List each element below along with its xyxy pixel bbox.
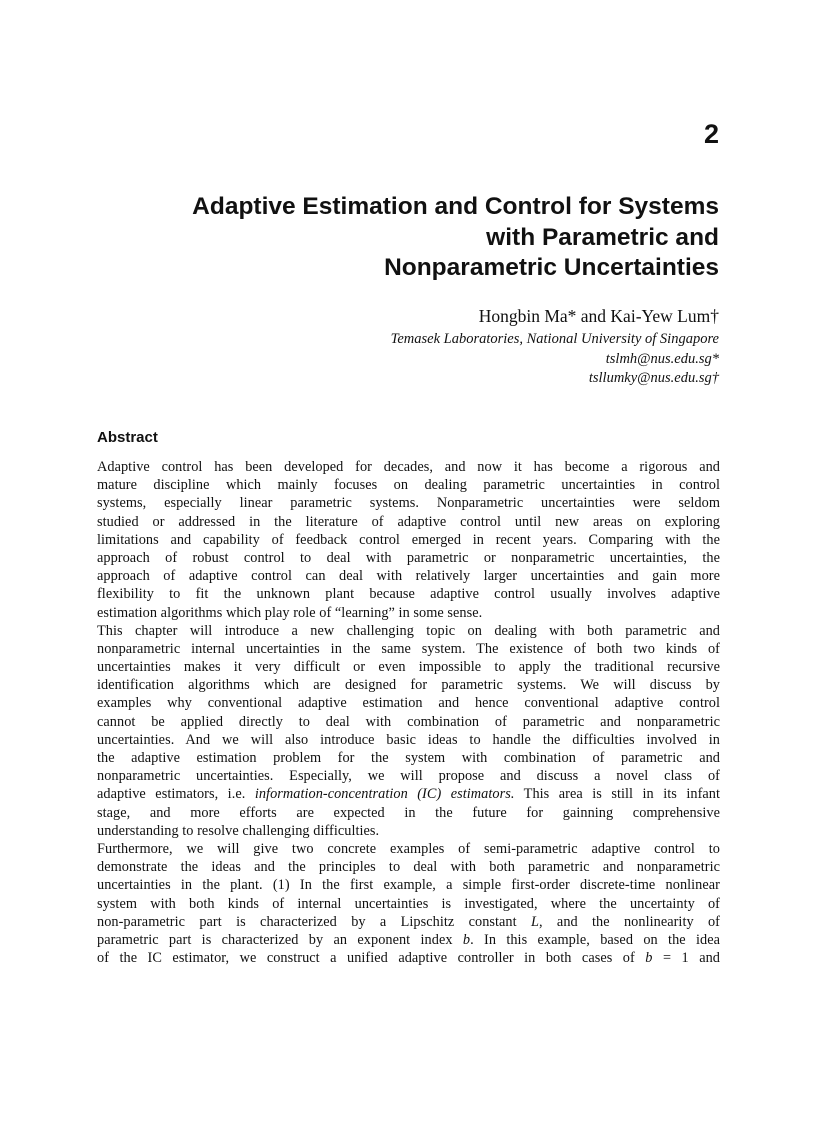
text-line: stage, and more efforts are expected in the future for gainning comprehensive — [97, 804, 720, 821]
abstract-heading: Abstract — [97, 429, 158, 446]
text-line: mature discipline which mainly focuses on dealing parametric uncertainties in control — [97, 477, 720, 494]
text-line: cannot be applied directly to deal with combination of parametric and nonparametric — [97, 713, 720, 730]
text-line: studied or addressed in the literature of adaptive control until new areas on exploring — [97, 513, 720, 530]
text-run: , and the nonlinearity of — [538, 913, 720, 930]
author-names: Hongbin Ma* and Kai-Yew Lum† — [478, 306, 719, 326]
text-line — [97, 931, 720, 949]
text-line: Furthermore, we will give two concrete examples of semi-parametric adaptive control to — [97, 840, 720, 857]
ic-estimators-term: information-concentration (IC) estimators. — [254, 786, 515, 803]
math-symbol: L — [530, 913, 539, 930]
chapter-title-line: with Parametric and — [486, 223, 719, 251]
text-line: systems, especially linear parametric systems. Nonparametric uncertainties were seldom — [97, 495, 720, 512]
text-line: limitations and capability of feedback control emerged in recent years. Comparing with the — [97, 531, 720, 548]
text-line: nonparametric uncertainties. Especially, we will propose and discuss a novel class of — [97, 768, 720, 785]
text-line — [97, 949, 720, 967]
text-run: of the IC estimator, we construct a unified adaptive controller in both cases of — [97, 950, 646, 967]
text-line — [97, 785, 720, 803]
text-run: = 1 and — [652, 950, 721, 967]
text-line: estimation algorithms which play role of “learning” in some sense. — [97, 604, 483, 621]
chapter-title — [79, 192, 719, 284]
text-line: understanding to resolve challenging difficulties. — [97, 822, 380, 839]
chapter-title-line: Nonparametric Uncertainties — [384, 254, 719, 281]
abstract-body — [97, 458, 720, 967]
text-line: the adaptive estimation problem for the system with combination of parametric and — [97, 750, 720, 766]
affiliation: Temasek Laboratories, National University of Singapore — [390, 331, 719, 347]
text-line: uncertainties in the plant. (1) In the first example, a simple first-order discrete-time nonlinear — [97, 877, 720, 894]
author-affiliation-block — [119, 330, 719, 389]
email-1: tslmh@nus.edu.sg* — [605, 350, 719, 367]
text-line: approach of robust control to deal with parametric or nonparametric uncertainties, the — [97, 549, 720, 566]
text-line: examples why conventional adaptive estimation and hence conventional adaptive control — [97, 695, 720, 712]
text-run: parametric part is characterized by an exponent index — [97, 931, 463, 948]
text-run: non-parametric part is characterized by a Lipschitz constant — [97, 913, 531, 930]
text-line: identification algorithms which are designed for parametric systems. We will discuss by — [97, 677, 720, 694]
email-2: tsllumky@nus.edu.sg† — [588, 370, 719, 386]
text-line: system with both kinds of internal uncertainties is investigated, where the uncertainty of — [97, 895, 720, 912]
text-line — [97, 913, 720, 931]
text-line: uncertainties. And we will also introduce basic ideas to handle the difficulties involved in — [97, 731, 720, 748]
chapter-title-line: Adaptive Estimation and Control for Systems — [192, 193, 719, 220]
math-symbol: b — [462, 931, 471, 948]
text-line: This chapter will introduce a new challenging topic on dealing with both parametric and — [97, 622, 720, 639]
text-line: nonparametric internal uncertainties in the same system. The existence of both two kinds of — [97, 640, 720, 657]
math-symbol: b — [645, 950, 653, 967]
text-run: This area is still in its infant — [514, 786, 721, 803]
text-line: Adaptive control has been developed for decades, and now it has become a rigorous and — [97, 459, 720, 475]
text-line: approach of adaptive control can deal with relatively larger uncertainties and gain more — [97, 568, 720, 585]
text-line: uncertainties makes it very difficult or even impossible to apply the traditional recursive — [97, 659, 720, 676]
text-line: flexibility to fit the unknown plant because adaptive control usually involves adaptive — [97, 586, 720, 603]
text-run: . In this example, based on the idea — [470, 931, 720, 948]
text-line: demonstrate the ideas and the principles to deal with both parametric and nonparametric — [97, 859, 720, 876]
text-run: adaptive estimators, i.e. — [97, 786, 255, 803]
chapter-number: 2 — [703, 119, 719, 149]
